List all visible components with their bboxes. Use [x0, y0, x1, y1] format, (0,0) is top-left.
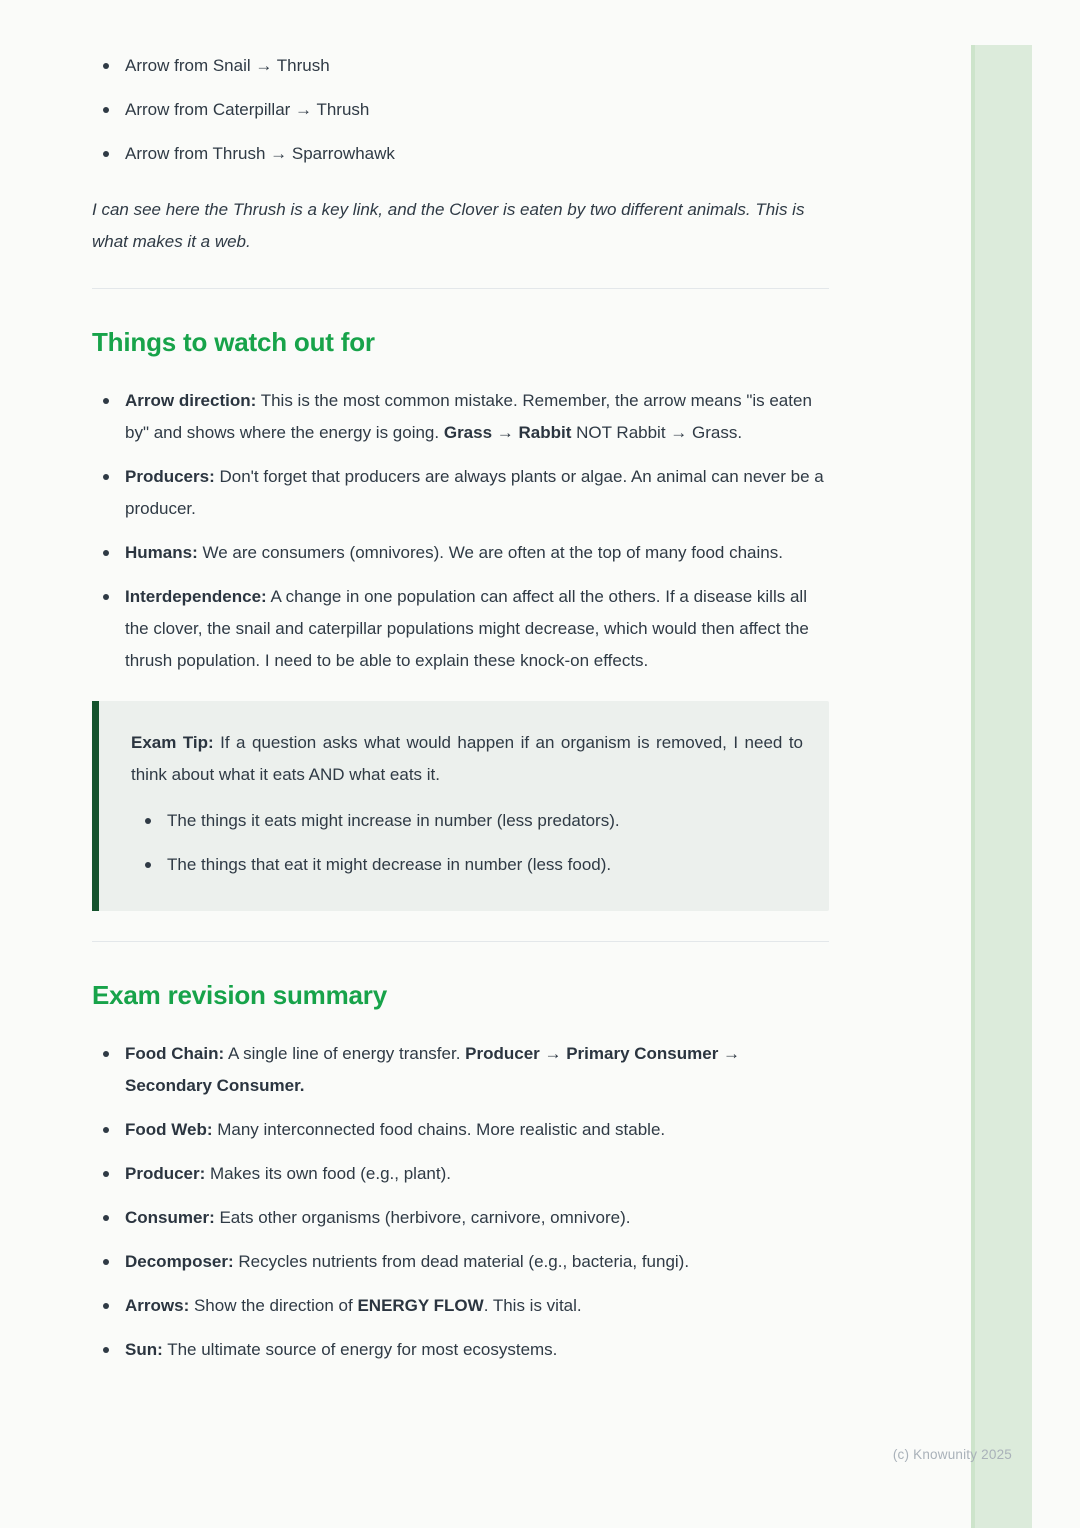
list-item: [92, 1114, 829, 1146]
term-label: Interdependence:: [125, 587, 267, 606]
bullet-text: . This is vital.: [483, 1296, 582, 1315]
watch-out-list: [92, 385, 829, 677]
bullet-text: Eats other organisms (herbivore, carnivore, omnivore).: [214, 1208, 631, 1227]
list-item: [131, 849, 803, 881]
bullet-text: The ultimate source of energy for most ecosystems.: [162, 1340, 558, 1359]
term-label: Food Chain:: [125, 1044, 225, 1063]
term-label: Exam Tip:: [131, 733, 214, 752]
bold-text: Producer → Primary Consumer → Secondary Consumer.: [125, 1044, 741, 1095]
list-item: [92, 537, 829, 569]
term-label: Sun:: [125, 1340, 163, 1359]
bullet-text: Show the direction of: [189, 1296, 358, 1315]
list-item: [92, 1158, 829, 1190]
notes-content: [92, 50, 829, 1378]
list-item: [92, 1334, 829, 1366]
bullet-text: Makes its own food (e.g., plant).: [205, 1164, 451, 1183]
observation-note: I can see here the Thrush is a key link, and the Clover is eaten by two different animals. This is what makes it a web.: [92, 200, 805, 251]
bullet-text: We are consumers (omnivores). We are often at the top of many food chains.: [197, 543, 783, 562]
bullet-text: NOT Rabbit → Grass.: [571, 423, 743, 442]
exam-tip-callout: [92, 701, 829, 911]
arrow-connections-list: [92, 50, 829, 170]
bullet-text: The things that eat it might decrease in number (less food).: [167, 855, 612, 874]
list-item: [92, 1246, 829, 1278]
exam-tip-list: [131, 805, 803, 881]
bullet-text: Arrow from Caterpillar → Thrush: [125, 100, 370, 119]
term-label: Humans:: [125, 543, 198, 562]
side-accent-bar: [971, 45, 1032, 1528]
list-item: [92, 1202, 829, 1234]
list-item: [131, 805, 803, 837]
bullet-text: The things it eats might increase in number (less predators).: [167, 811, 620, 830]
bold-text: ENERGY FLOW: [357, 1296, 484, 1315]
copyright-watermark: (c) Knowunity 2025: [892, 1447, 1012, 1462]
bullet-text: A change in one population can affect all the others. If a disease kills all the clover, the snail and caterpillar populations might decrease, which would then affect the thrush population. I need to be able to explain these knock-on effects.: [125, 587, 809, 670]
bullet-text: Many interconnected food chains. More realistic and stable.: [212, 1120, 666, 1139]
bullet-text: Don't forget that producers are always plants or algae. An animal can never be a producer.: [125, 467, 824, 518]
callout-text: If a question asks what would happen if an organism is removed, I need to think about what it eats AND what eats it.: [131, 733, 804, 784]
list-item: [92, 1290, 829, 1322]
list-item: [92, 385, 829, 449]
term-label: Producer:: [125, 1164, 206, 1183]
term-label: Decomposer:: [125, 1252, 234, 1271]
term-label: Arrow direction:: [125, 391, 257, 410]
exam-tip-paragraph: [131, 727, 803, 791]
term-label: Food Web:: [125, 1120, 213, 1139]
section-divider: [92, 288, 829, 289]
list-item: [92, 138, 829, 170]
list-item: [92, 50, 829, 82]
bullet-text: Arrow from Snail → Thrush: [125, 56, 330, 75]
bullet-text: A single line of energy transfer.: [224, 1044, 466, 1063]
section-heading-summary: Exam revision summary: [92, 980, 387, 1010]
list-item: [92, 94, 829, 126]
term-label: Arrows:: [125, 1296, 190, 1315]
bold-text: Grass → Rabbit: [443, 423, 572, 442]
term-label: Consumer:: [125, 1208, 215, 1227]
bullet-text: Recycles nutrients from dead material (e.g., bacteria, fungi).: [233, 1252, 690, 1271]
term-label: Producers:: [125, 467, 215, 486]
list-item: [92, 581, 829, 677]
list-item: [92, 1038, 829, 1102]
list-item: [92, 461, 829, 525]
section-divider: [92, 941, 829, 942]
bullet-text: Arrow from Thrush → Sparrowhawk: [125, 144, 395, 163]
section-heading-watch-out: Things to watch out for: [92, 327, 375, 357]
bullet-text: This is the most common mistake. Remember, the arrow means "is eaten by" and shows where the energy is going.: [125, 391, 812, 442]
summary-list: [92, 1038, 829, 1366]
